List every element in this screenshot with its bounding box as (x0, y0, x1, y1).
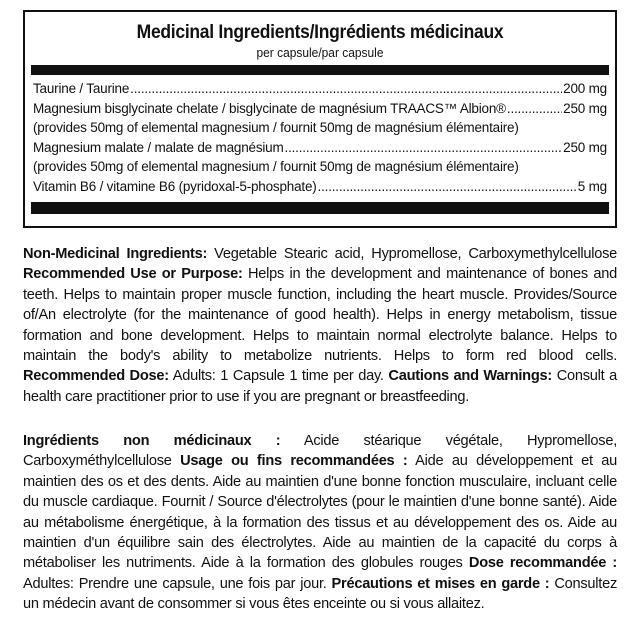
top-rule (31, 65, 609, 75)
ingredient-note: (provides 50mg of elemental magnesium / fournit 50mg de magnésium élémentaire) (33, 159, 519, 174)
panel-subtitle: per capsule/par capsule (256, 45, 384, 60)
dot-leader (130, 81, 562, 96)
dot-leader (285, 140, 563, 155)
caution-text-fr: Consultez un médecin avant de consommer si vous êtes enceinte ou si vous allaitez. (23, 575, 617, 613)
nmi-text: Vegetable Stearic acid, Hypromellose, Carboxymethylcellulose (207, 246, 618, 262)
dose-text: Adults: 1 Capsule 1 time per day. (168, 368, 389, 385)
ingredient-amount: 200 mg (563, 81, 607, 96)
ingredient-name: Magnesium bisglycinate chelate / bisglycinate de magnésium TRAACS™ Albion® (33, 100, 506, 116)
ingredient-row (33, 179, 607, 199)
use-label-fr: Usage ou fins recommandées : (180, 453, 408, 470)
bottom-rule (31, 202, 609, 214)
medicinal-ingredients-panel (23, 10, 617, 228)
use-label: Recommended Use or Purpose: (23, 266, 243, 283)
caution-label-fr: Précautions et mises en garde : (331, 575, 550, 592)
ingredient-name: Taurine / Taurine (33, 81, 130, 96)
ingredient-amount: 5 mg (577, 178, 607, 194)
ingredient-row (33, 101, 607, 121)
ingredient-note: (provides 50mg of elemental magnesium / fournit 50mg de magnésium élémentaire) (33, 120, 519, 135)
panel-title: Medicinal Ingredients/Ingrédients médicinaux (136, 22, 504, 43)
dot-leader (318, 179, 577, 194)
dose-text-fr: Adultes: Prendre une capsule, une fois par jour. (23, 575, 332, 592)
nmi-text-fr: Acide stéarique végétale, Hypromellose, Carboxyméthylcellulose (23, 433, 617, 470)
caution-text: Consult a health care practitioner prior to use if you are pregnant or breastfeeding. (23, 368, 617, 405)
ingredient-name: Magnesium malate / malate de magnésium (33, 139, 284, 155)
nmi-label: Non-Medicinal Ingredients: (23, 246, 208, 262)
caution-label: Cautions and Warnings: (388, 368, 552, 385)
dot-leader (507, 101, 562, 116)
english-label-text (23, 244, 617, 407)
use-text: Helps in the development and maintenance of bones and teeth. Helps to maintain proper muscle function, including the heart muscle. Provides/Source of/An electrolyte (for the maintenance of good health). Helps in energy metabolism, tissue formation and bone development. Helps to maintain normal electrolyte balance. Helps to maintain the body's ability to metabolize nutrients. Helps to form red blood cells. (23, 266, 617, 365)
use-text-fr: Aide au développement et au maintien des os et des dents. Aide au maintien d'une bonne fonction musculaire, incluant celle du muscle cardiaque. Fournit / Source d'électrolytes (pour le maintien d'une bonne santé). Aide au métabolisme énergétique, à la formation des tissus et au développement des os. Aide au maintien d'un équilibre sain des électrolytes. Aide au maintien de la capacité du corps à métaboliser les nutriments. Aide à la formation des globules rouges (23, 453, 617, 572)
ingredient-row (33, 140, 607, 160)
french-label-text (23, 431, 617, 615)
ingredient-amount: 250 mg (563, 100, 607, 116)
ingredient-name: Vitamin B6 / vitamine B6 (pyridoxal-5-phosphate) (33, 178, 317, 194)
nmi-label-fr: Ingrédients non médicinaux : (23, 433, 281, 449)
ingredient-list (33, 81, 607, 198)
ingredient-amount: 250 mg (563, 139, 607, 155)
dose-label-fr: Dose recommandée : (468, 555, 617, 572)
ingredient-row (33, 81, 607, 101)
dose-label: Recommended Dose: (23, 368, 169, 385)
